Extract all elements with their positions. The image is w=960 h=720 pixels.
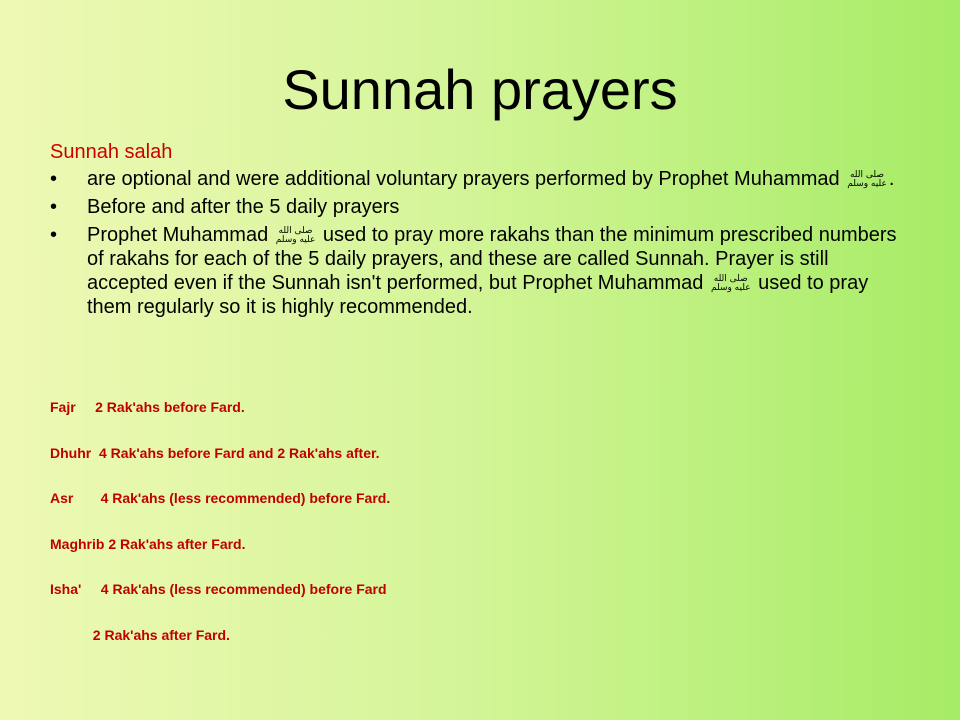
bullet-text: are optional and were additional voluntary prayers performed by Prophet Muhammad bbox=[87, 168, 846, 190]
pbuh-honorific-icon bbox=[276, 227, 316, 245]
schedule-row-asr: Asr 4 Rak'ahs (less recommended) before Fard. bbox=[50, 490, 391, 507]
bullet-text: Before and after the 5 daily prayers bbox=[87, 196, 400, 218]
pbuh-bottom: عليه وسلم bbox=[847, 178, 887, 189]
bullet-text: used to pray more rakahs than the minimum prescribed numbers of rakahs for each of the 5 daily prayers, and these are called Sunnah. Prayer is still accepted even if the Sunnah isn't performed, but Prophet Muhammad bbox=[87, 224, 897, 294]
pbuh-bottom: عليه وسلم bbox=[275, 234, 316, 245]
bullet-dot-icon: • bbox=[50, 224, 58, 246]
schedule-row-isha-after: 2 Rak'ahs after Fard. bbox=[50, 626, 230, 643]
pbuh-bottom: عليه وسلم bbox=[710, 282, 751, 293]
bullet-list bbox=[50, 167, 900, 323]
pbuh-top: صلى الله bbox=[849, 169, 885, 180]
bullet-text: . bbox=[888, 168, 895, 190]
pbuh-honorific-icon bbox=[711, 275, 751, 293]
bullet-item bbox=[50, 195, 900, 219]
pbuh-top: صلى الله bbox=[278, 225, 313, 236]
bullet-item bbox=[50, 223, 900, 319]
bullet-dot-icon: • bbox=[50, 168, 58, 190]
schedule-row-isha: Isha' 4 Rak'ahs (less recommended) before Fard bbox=[50, 581, 387, 598]
pbuh-honorific-icon bbox=[847, 171, 887, 189]
schedule-row-fajr: Fajr 2 Rak'ahs before Fard. bbox=[50, 399, 245, 415]
pbuh-top: صلى الله bbox=[713, 273, 748, 284]
schedule-row-maghrib: Maghrib 2 Rak'ahs after Fard. bbox=[50, 535, 246, 552]
prayer-schedule bbox=[50, 398, 750, 672]
schedule-row-dhuhr: Dhuhr 4 Rak'ahs before Fard and 2 Rak'ahs after. bbox=[50, 444, 380, 461]
bullet-text: Prophet Muhammad bbox=[87, 224, 274, 246]
bullet-item bbox=[50, 167, 900, 191]
subheading: Sunnah salah bbox=[50, 141, 173, 163]
bullet-dot-icon: • bbox=[50, 196, 58, 218]
bullet-text: used to pray them regularly so it is highly recommended. bbox=[87, 272, 869, 318]
slide-title: Sunnah prayers bbox=[282, 58, 678, 121]
